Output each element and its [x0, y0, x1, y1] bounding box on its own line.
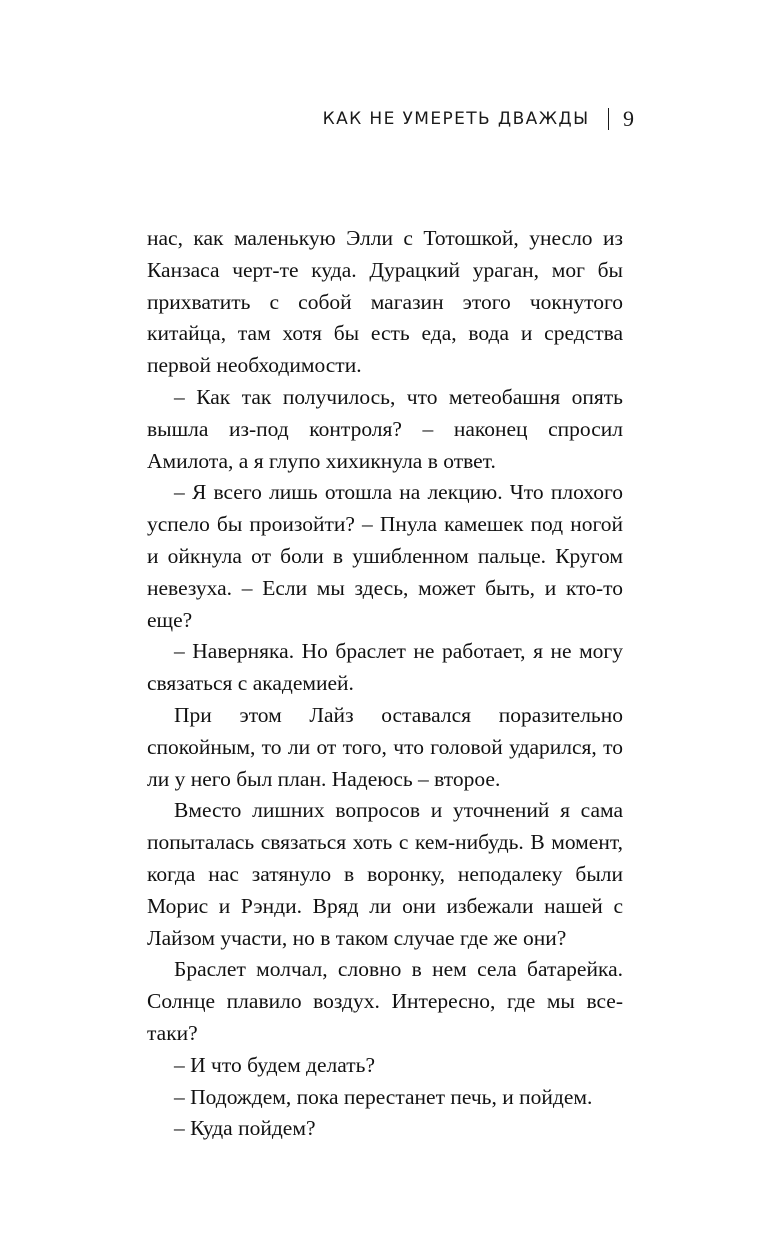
paragraph: Вместо лишних вопросов и уточнений я сама попыталась связаться хоть с кем-нибудь. В момент, когда нас затянуло в воронку, неподалеку были Морис и Рэнди. Вряд ли они избежали нашей с Лайзом участи, но в таком случае где же они?	[147, 798, 623, 950]
paragraph: – Наверняка. Но браслет не работает, я не могу связаться с академией.	[147, 639, 623, 696]
paragraph: – Куда пойдем?	[174, 1116, 316, 1141]
page-number: 9	[623, 106, 634, 131]
paragraph: нас, как маленькую Элли с Тотошкой, унесло из Канзаса черт-те куда. Дурацкий ураган, мог бы прихватить с собой магазин этого чокнутого китайца, там хотя бы есть еда, вода и средства первой необходимости.	[147, 226, 623, 378]
paragraph: – Подождем, пока перестанет печь, и пойдем.	[174, 1084, 593, 1109]
paragraph: Браслет молчал, словно в нем села батарейка. Солнце плавило воздух. Интересно, где мы все-таки?	[147, 957, 623, 1045]
header-separator	[608, 108, 610, 130]
running-header	[323, 104, 634, 134]
book-title: КАК НЕ УМЕРЕТЬ ДВАЖДЫ	[322, 109, 590, 129]
paragraph: При этом Лайз оставался поразительно спокойным, то ли от того, что головой ударился, то ли у него был план. Надеюсь – второе.	[147, 702, 623, 791]
paragraph: – Я всего лишь отошла на лекцию. Что плохого успело бы произойти? – Пнула камешек под ногой и ойкнула от боли в ушибленном пальце. Кругом невезуха. – Если мы здесь, может быть, и кто-то еще?	[147, 480, 623, 632]
paragraph: – Как так получилось, что метеобашня опять вышла из-под контроля? – наконец спросил Амилота, а я глупо хихикнула в ответ.	[147, 384, 623, 473]
paragraph: – И что будем делать?	[174, 1052, 375, 1077]
body-text	[147, 223, 623, 1145]
